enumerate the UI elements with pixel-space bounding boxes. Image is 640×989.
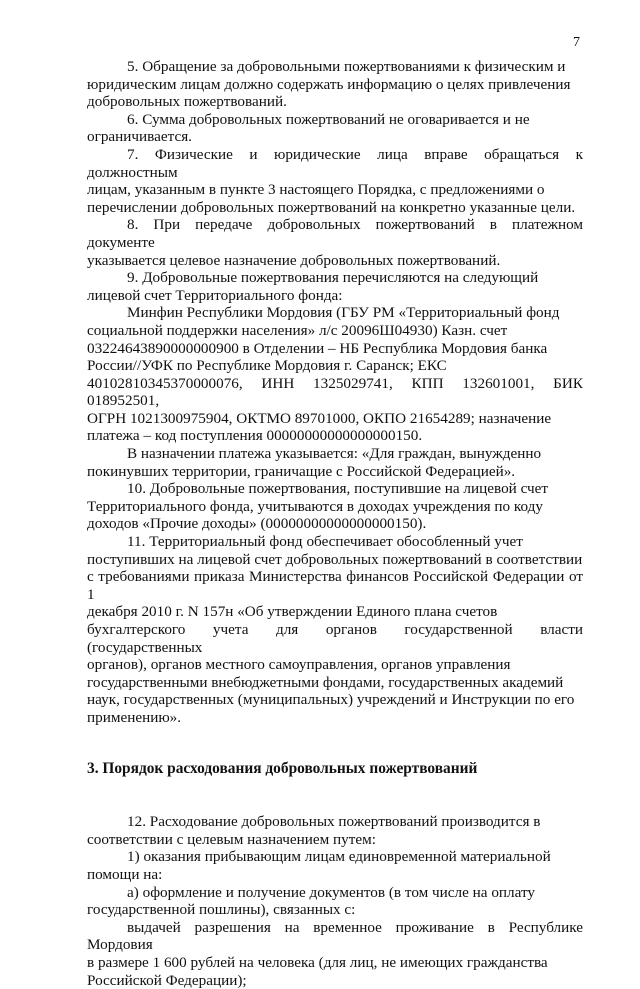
page-number: 7: [573, 35, 580, 50]
paragraph-6: 6. Сумма добровольных пожертвований не оговаривается и не ограничивается.: [87, 110, 530, 146]
subitem-1: 1) оказания прибывающим лицам единовременной материальной помощи на:: [87, 848, 551, 883]
paragraph-11: 11. Территориальный фонд обеспечивает обособленный учет поступивших на лицевой счет добровольных пожертвований в соответствии с требованиями приказа Министерства финансов Российской Федерации от 1 декабря 2010 г. N 157н «Об утверждении Единого плана счетов бухгалтерского учета для органов государственной власти (государственных органов), органов местного самоуправления, органов управления государственными внебюджетными фондами, государственных академий наук, государственных (муниципальных) учреждений и Инструкции по его применению».: [87, 533, 583, 726]
paragraph-7: 7. Физические и юридические лица вправе обращаться к должностным лицам, указанным в пункте 3 настоящего Порядка, с предложениями о перечислении добровольных пожертвований на конкретно указанные цели.: [87, 145, 583, 216]
subitem-a: а) оформление и получение документов (в том числе на оплату государственной пошлины), связанных с:: [87, 883, 535, 919]
payment-purpose: В назначении платежа указывается: «Для граждан, вынужденно покинувших территории, граничащие с Российской Федерацией».: [87, 445, 542, 480]
section-heading: 3. Порядок расходования добровольных пожертвований: [87, 759, 478, 777]
bank-details: Минфин Республики Мордовия (ГБУ РМ «Территориальный фонд социальной поддержки населения» л/с 20096Ш04930) Казн. счет 03224643890000000900 в Отделении – НБ Республика Мордовия банка России//УФК по Республике Мордовия г. Саранск; ЕКС 40102810345370000076, ИНН 1325029741, КПП 132601001, БИК 018952501, ОГРН 1021300975904, ОКТМО 89701000, ОКПО 21654289; назначение платежа – код поступления 00000000000000000150.: [87, 304, 583, 445]
document-body: [87, 58, 583, 989]
subitem-residence-permit: выдачей разрешения на временное проживание в Республике Мордовия в размере 1 600 рублей на человека (для лиц, не имеющих гражданства Российской Федерации);: [87, 918, 583, 989]
paragraph-10: 10. Добровольные пожертвования, поступившие на лицевой счет Территориального фонда, учитываются в доходах учреждения по коду доходов «Прочие доходы» (00000000000000000150).: [87, 480, 549, 533]
paragraph-5: 5. Обращение за добровольными пожертвованиями к физическим и юридическим лицам должно содержать информацию о целях привлечения добровольных пожертвований.: [87, 58, 571, 111]
paragraph-9: 9. Добровольные пожертвования перечисляются на следующий лицевой счет Территориального фонда:: [87, 269, 539, 304]
paragraph-12: 12. Расходование добровольных пожертвований производится в соответствии с целевым назначением путем:: [87, 813, 541, 848]
paragraph-8: 8. При передаче добровольных пожертвований в платежном документе указывается целевое назначение добровольных пожертвований.: [87, 216, 583, 269]
